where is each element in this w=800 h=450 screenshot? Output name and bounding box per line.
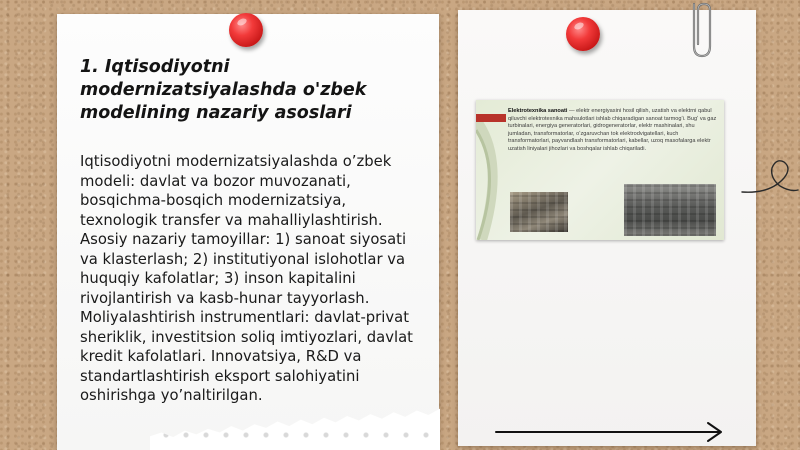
factory-photo xyxy=(510,192,568,232)
embedded-text: — elektr energiyasini hosil qilish, uzatish va elektrni qabul qiluvchi elektrotexnika mahsulotlari ishlab chiqaradigan sanoat tarmogʻi. Bugʻ va gaz turbinalari, energiya generatorlari, gidrogeneratorlar, elektr mashinalari, shu jumladan, transformatorlar, oʻzgaruvchan tok elektrodvigatellari, kuch transformatorlari, payvandlash transformatorlari, kabellar, uzoq masofalarga elektr uzatish liniyalari jihozlari va boshqalar ishlab chiqariladi. xyxy=(508,108,717,152)
workshop-photo xyxy=(624,184,716,236)
embedded-slide-image xyxy=(476,100,724,240)
page-title: 1. Iqtisodiyotni modernizatsiyalashda o'zbek modelining nazariy asoslari xyxy=(80,57,367,123)
paperclip-icon xyxy=(682,0,716,62)
slide-body-text: Iqtisodiyotni modernizatsiyalashda o’zbek modeli: davlat va bozor muvozanati, bosqichma-bosqich modernizatsiya, texnologik transfer va mahalliylashtirish. Asosiy nazariy tamoyillar: 1) sanoat siyosati va klasterlash; 2) institutiyonal islohotlar va huquqiy kafolatlar; 3) inson kapitalini rivojlantirish va kasb-hunar tayyorlash. Moliyalashtirish instrumentlari: davlat-privat sheriklik, investitsion soliq imtiyozlari, davlat kredit kafolatlari. Innovatsiya, R&D va standartlashtirish eksport salohiyatini oshirishga yo’naltirilgan. xyxy=(80,153,413,404)
embedded-text-block xyxy=(508,108,720,154)
arrow-right-icon xyxy=(494,420,726,444)
pushpin-icon xyxy=(229,13,263,47)
pushpin-icon xyxy=(566,17,600,51)
embedded-heading: Elektrotexnika sanoati xyxy=(508,108,568,114)
accent-stripe xyxy=(476,114,506,122)
doodle-loop-arrow-icon xyxy=(740,150,800,210)
